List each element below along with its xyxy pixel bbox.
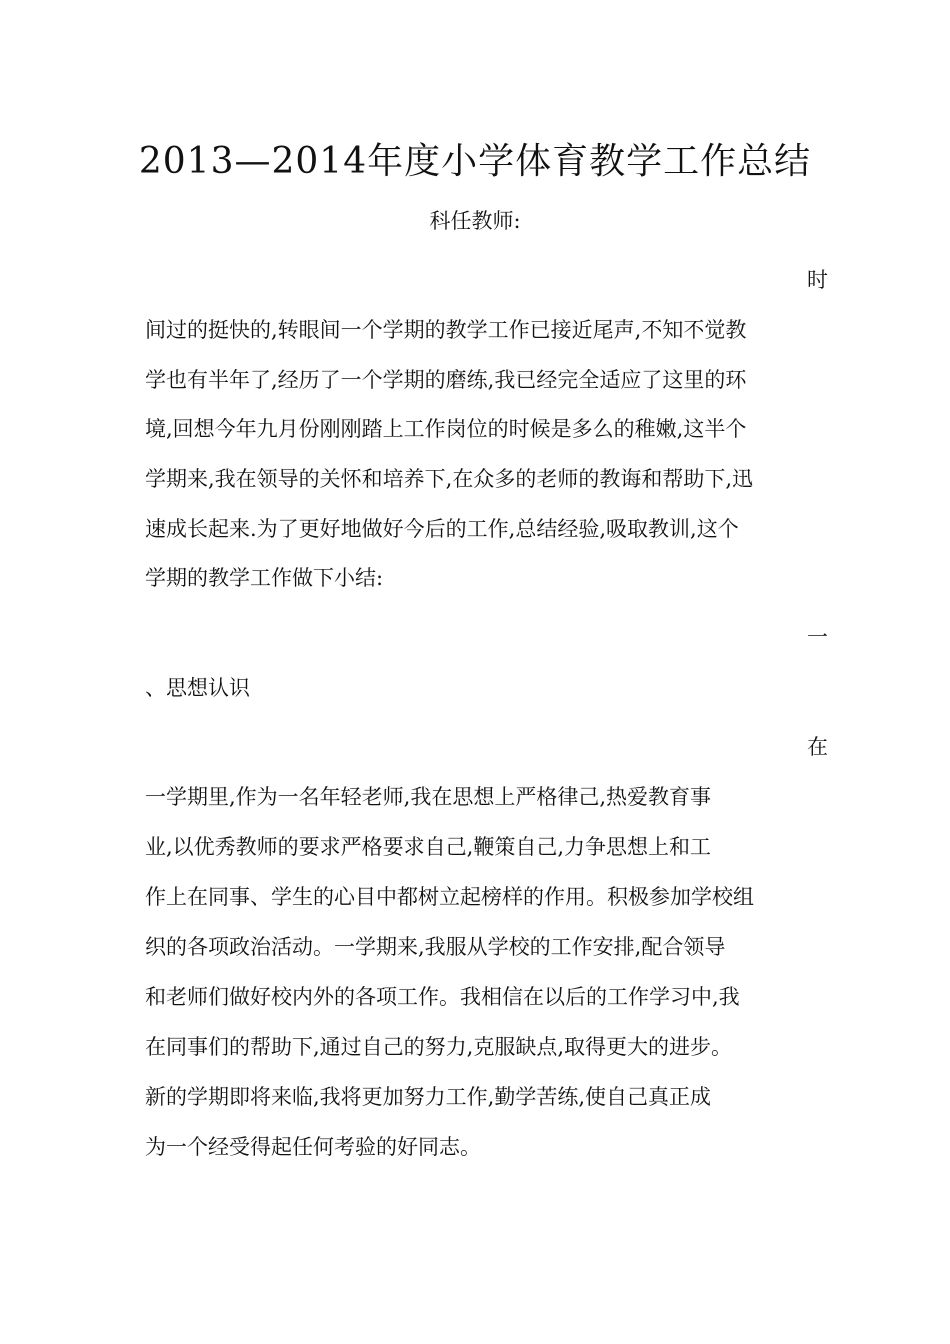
paragraph-1-line-5: 学期来,我在领导的关怀和培养下,在众多的老师的教诲和帮助下,迅: [145, 467, 754, 491]
paragraph-1-line-6: 速成长起来.为了更好地做好今后的工作,总结经验,吸取教训,这个: [145, 517, 739, 541]
paragraph-2-line-4: 作上在同事、学生的心目中都树立起榜样的作用。积极参加学校组: [145, 885, 754, 909]
paragraph-1-line-3: 学也有半年了,经历了一个学期的磨练,我已经完全适应了这里的环: [145, 368, 747, 392]
paragraph-2-line-9: 为一个经受得起任何考验的好同志。: [145, 1135, 481, 1159]
paragraph-2-line-6: 和老师们做好校内外的各项工作。我相信在以后的工作学习中,我: [145, 985, 740, 1009]
paragraph-1-line-1: 时: [807, 268, 828, 292]
paragraph-1-line-2: 间过的挺快的,转眼间一个学期的教学工作已接近尾声,不知不觉教: [145, 318, 747, 342]
page-title: 2013—2014年度小学体育教学工作总结: [138, 141, 812, 182]
paragraph-1-line-7: 学期的教学工作做下小结:: [145, 566, 384, 590]
paragraph-2-line-8: 新的学期即将来临,我将更加努力工作,勤学苦练,使自己真正成: [145, 1085, 712, 1109]
paragraph-2-line-2: 一学期里,作为一名年轻老师,我在思想上严格律己,热爱教育事: [145, 785, 712, 809]
paragraph-2-line-7: 在同事们的帮助下,通过自己的努力,克服缺点,取得更大的进步。: [145, 1035, 733, 1059]
paragraph-2-line-5: 织的各项政治活动。一学期来,我服从学校的工作安排,配合领导: [145, 935, 726, 959]
section-1-heading-line-2: 、思想认识: [145, 676, 250, 700]
paragraph-2-line-3: 业,以优秀教师的要求严格要求自己,鞭策自己,力争思想上和工: [145, 835, 712, 859]
section-1-heading-line-1: 一: [807, 625, 828, 649]
subtitle-teacher: 科任教师:: [429, 209, 521, 233]
paragraph-1-line-4: 境,回想今年九月份刚刚踏上工作岗位的时候是多么的稚嫩,这半个: [145, 417, 747, 441]
paragraph-2-line-1: 在: [807, 735, 828, 759]
